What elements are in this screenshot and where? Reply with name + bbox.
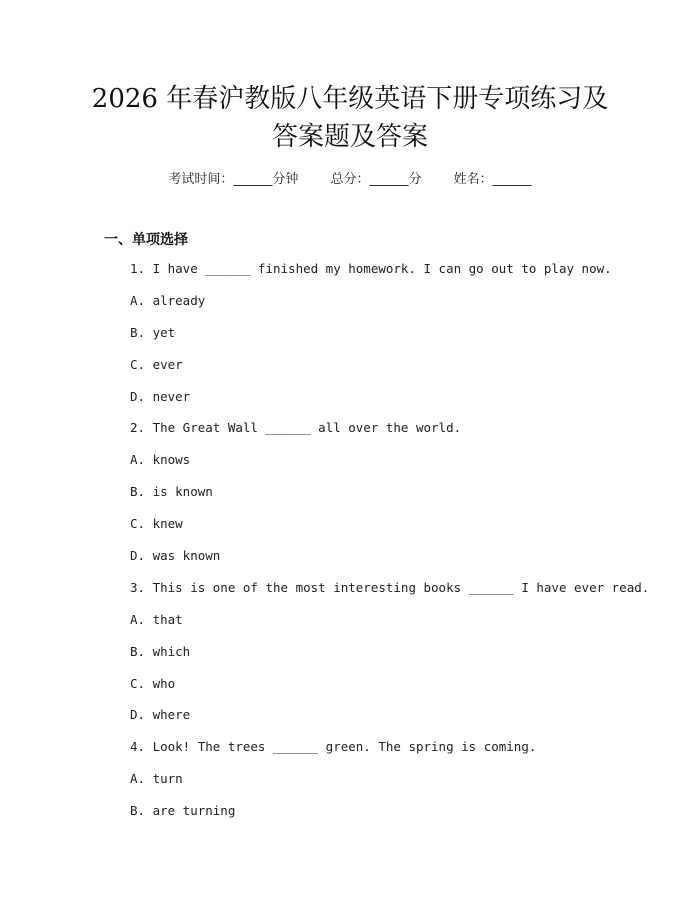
option-line: B. is known <box>130 484 213 500</box>
exam-info <box>0 168 700 187</box>
student-name: 姓名：______ <box>453 172 532 187</box>
title-line-2: 答案题及答案 <box>271 122 428 152</box>
option-line: B. which <box>130 643 191 659</box>
option-line: C. ever <box>130 356 183 372</box>
question-line: 3. This is one of the most interesting books ______ I have ever read. <box>130 579 650 595</box>
option-line: B. are turning <box>130 803 236 819</box>
question-line: 4. Look! The trees ______ green. The spring is coming. <box>130 739 537 755</box>
question-list <box>130 258 670 832</box>
total-score: 总分：______分 <box>330 172 422 187</box>
option-line: B. yet <box>130 324 176 340</box>
exam-time: 考试时间：______分钟 <box>168 172 299 187</box>
question-line: 1. I have ______ finished my homework. I can go out to play now. <box>130 261 612 276</box>
option-line: C. knew <box>130 516 183 532</box>
option-line: D. was known <box>130 548 221 564</box>
section-heading: 一、单项选择 <box>104 232 188 248</box>
option-line: A. turn <box>130 771 183 787</box>
option-line: D. where <box>130 707 191 723</box>
option-line: D. never <box>130 388 191 404</box>
option-line: C. who <box>130 675 176 691</box>
page-title <box>0 80 700 156</box>
option-line: A. already <box>130 292 206 308</box>
option-line: A. that <box>130 611 183 627</box>
option-line: A. knows <box>130 452 191 468</box>
question-line: 2. The Great Wall ______ all over the world. <box>130 420 462 436</box>
title-line-1: 2026 年春沪教版八年级英语下册专项练习及 <box>91 84 609 114</box>
